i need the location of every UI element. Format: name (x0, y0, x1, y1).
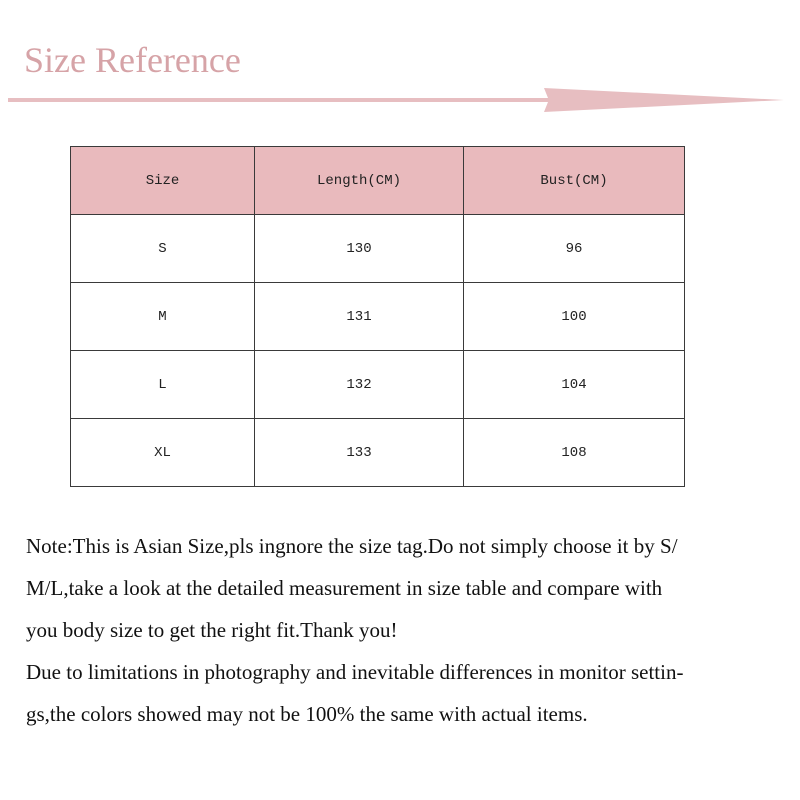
cell-bust: 100 (464, 283, 685, 351)
column-header-size: Size (71, 147, 255, 215)
cell-length: 131 (255, 283, 464, 351)
column-header-length: Length(CM) (255, 147, 464, 215)
table-row (71, 351, 685, 419)
page-title: Size Reference (24, 40, 241, 80)
size-note (26, 525, 786, 735)
note-line: M/L,take a look at the detailed measurement in size table and compare with (26, 576, 663, 600)
note-line: you body size to get the right fit.Thank you! (26, 618, 398, 642)
cell-size: S (71, 215, 255, 283)
cell-length: 132 (255, 351, 464, 419)
cell-length: 130 (255, 215, 464, 283)
arrow-shape (8, 88, 784, 112)
cell-bust: 96 (464, 215, 685, 283)
cell-bust: 108 (464, 419, 685, 487)
table-row (71, 215, 685, 283)
cell-size: L (71, 351, 255, 419)
note-line: Note:This is Asian Size,pls ingnore the size tag.Do not simply choose it by S/ (26, 534, 678, 558)
note-line: Due to limitations in photography and inevitable differences in monitor settin- (26, 660, 684, 684)
size-table (70, 146, 685, 487)
note-line: gs,the colors showed may not be 100% the same with actual items. (26, 702, 588, 726)
cell-length: 133 (255, 419, 464, 487)
cell-size: XL (71, 419, 255, 487)
cell-bust: 104 (464, 351, 685, 419)
table-row (71, 283, 685, 351)
cell-size: M (71, 283, 255, 351)
table-row (71, 419, 685, 487)
decorative-arrow-line (8, 88, 788, 112)
column-header-bust: Bust(CM) (464, 147, 685, 215)
table-header-row (71, 147, 685, 215)
